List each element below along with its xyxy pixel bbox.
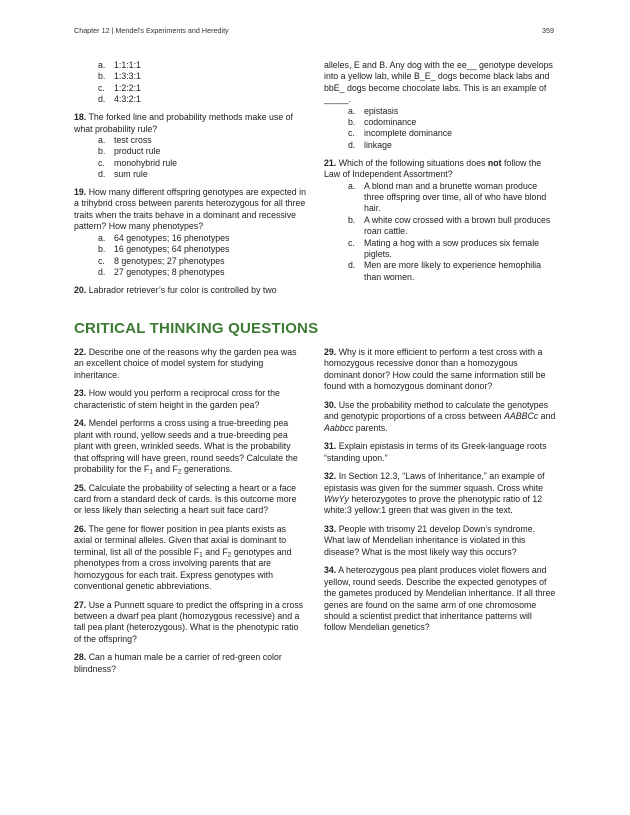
question-32: 32. In Section 12.3, “Laws of Inheritance,” an example of epistasis was given for the summer squash. Cross white WwYy heterozygotes to prove the phenotypic ratio of 12 white:3 yellow:1 green that was given in the text. <box>324 471 545 516</box>
question-30: 30. Use the probability method to calculate the genotypes and genotypic proportions of a cross between AABBCc and Aabbcc parents. <box>324 399 556 433</box>
critical-thinking-left-column <box>74 347 306 682</box>
option-a: a. test cross <box>98 134 152 145</box>
option-c: c. 1:2:2:1 <box>98 82 141 93</box>
page-header <box>74 26 554 35</box>
q17-options <box>98 60 306 106</box>
option-c: c. incomplete dominance <box>348 128 453 139</box>
question-28: 28. Can a human male be a carrier of red-green color blindness? <box>74 652 282 674</box>
option-d: d. 27 genotypes; 8 phenotypes <box>98 266 225 277</box>
option-d: d. Men are more likely to experience hemophilia than women. <box>348 260 542 282</box>
option-a: a. epistasis <box>348 105 399 116</box>
q21-options <box>348 181 556 284</box>
question-18: 18. The forked line and probability methods make use of what probability rule? <box>74 112 293 134</box>
question-26: 26. The gene for flower position in pea plants exists as axial or terminal alleles. Given that axial is dominant to terminal, list all of the possible $F_1$ and $F_2$ genotypes and phenotypes from a cross involving parents that are homozygous for each trait. Express genotypes with conventional genetic abbreviations. <box>74 524 292 592</box>
q20-options <box>348 106 556 152</box>
question-22: 22. Describe one of the reasons why the garden pea was an excellent choice of model system for studying inheritance. <box>74 347 297 380</box>
q18-options <box>98 135 306 181</box>
option-b: b. codominance <box>348 117 417 128</box>
question-24: 24. Mendel performs a cross using a true-breeding pea plant with round, yellow seeds and a true-breeding pea plant with green, wrinkled seeds. What is the probability that offspring will have green, round seeds? Calculate the probability for the $F_1$ and $F_2$ generations. <box>74 418 298 476</box>
question-20-start: 20. Labrador retriever’s fur color is controlled by two <box>74 284 277 295</box>
option-d: d. sum rule <box>98 169 148 180</box>
option-c: c. monohybrid rule <box>98 157 178 168</box>
option-b: b. A white cow crossed with a brown bull produces roan cattle. <box>348 214 551 237</box>
section-title: CRITICAL THINKING QUESTIONS <box>74 320 319 337</box>
option-a: a. A blond man and a brunette woman produce three offspring over time, all of who have blond hair. <box>348 180 547 214</box>
option-b: b. 16 genotypes; 64 phenotypes <box>98 244 230 255</box>
question-25: 25. Calculate the probability of selecting a heart or a face card from a standard deck of cards. Is this outcome more or less likely than selecting a heart suit face card? <box>74 482 297 516</box>
left-column <box>74 60 306 296</box>
critical-thinking-right-column <box>324 347 556 641</box>
option-b: b. product rule <box>98 146 161 157</box>
q19-options <box>98 233 306 279</box>
chapter-title: Chapter 12 | Mendel's Experiments and Heredity <box>74 26 229 35</box>
option-a: a. 1:1:1:1 <box>98 60 141 70</box>
question-19: 19. How many different offspring genotypes are expected in a trihybrid cross between parents heterozygous for all three traits when the traits behave in a dominant and recessive pattern? How many phenotypes? <box>74 187 306 232</box>
question-23: 23. How would you perform a reciprocal cross for the characteristic of stem height in the garden pea? <box>74 388 280 410</box>
option-a: a. 64 genotypes; 16 phenotypes <box>98 232 230 243</box>
option-b: b. 1:3:3:1 <box>98 71 141 82</box>
question-31: 31. Explain epistasis in terms of its Greek-language roots “standing upon.” <box>324 441 547 463</box>
question-21: 21. Which of the following situations does not follow the Law of Independent Assortment? <box>324 157 542 180</box>
option-d: d. 4:3:2:1 <box>98 94 141 105</box>
question-27: 27. Use a Punnett square to predict the offspring in a cross between a dwarf pea plant (homozygous recessive) and a tall pea plant (heterozygous). What is the phenotypic ratio of the offspring? <box>74 599 304 644</box>
option-c: c. Mating a hog with a sow produces six female piglets. <box>348 237 540 259</box>
right-column <box>324 60 556 290</box>
page-number: 359 <box>542 26 554 35</box>
question-20-continued: alleles, E and B. Any dog with the ee__ genotype develops into a yellow lab, while B_E_ dogs become black labs and bbE_ dogs become chocolate labs. This is an example of _____. <box>324 60 553 105</box>
option-c: c. 8 genotypes; 27 phenotypes <box>98 255 225 266</box>
question-29: 29. Why is it more efficient to perform a test cross with a homozygous recessive donor than a homozygous dominant donor? How could the same information still be found with a homozygous dominant donor? <box>324 347 546 392</box>
question-33: 33. People with trisomy 21 develop Down’s syndrome. What law of Mendelian inheritance is violated in this disease? What is the most likely way this occurs? <box>324 524 536 557</box>
option-d: d. linkage <box>348 139 392 150</box>
question-34: 34. A heterozygous pea plant produces violet flowers and yellow, round seeds. Describe the expected genotypes of the gametes produced by Mendelian inheritance. If all three genes are found on the same arm of one chromosome should a scientist predict that inheritance patterns will follow Mendelian genetics? <box>324 565 556 633</box>
